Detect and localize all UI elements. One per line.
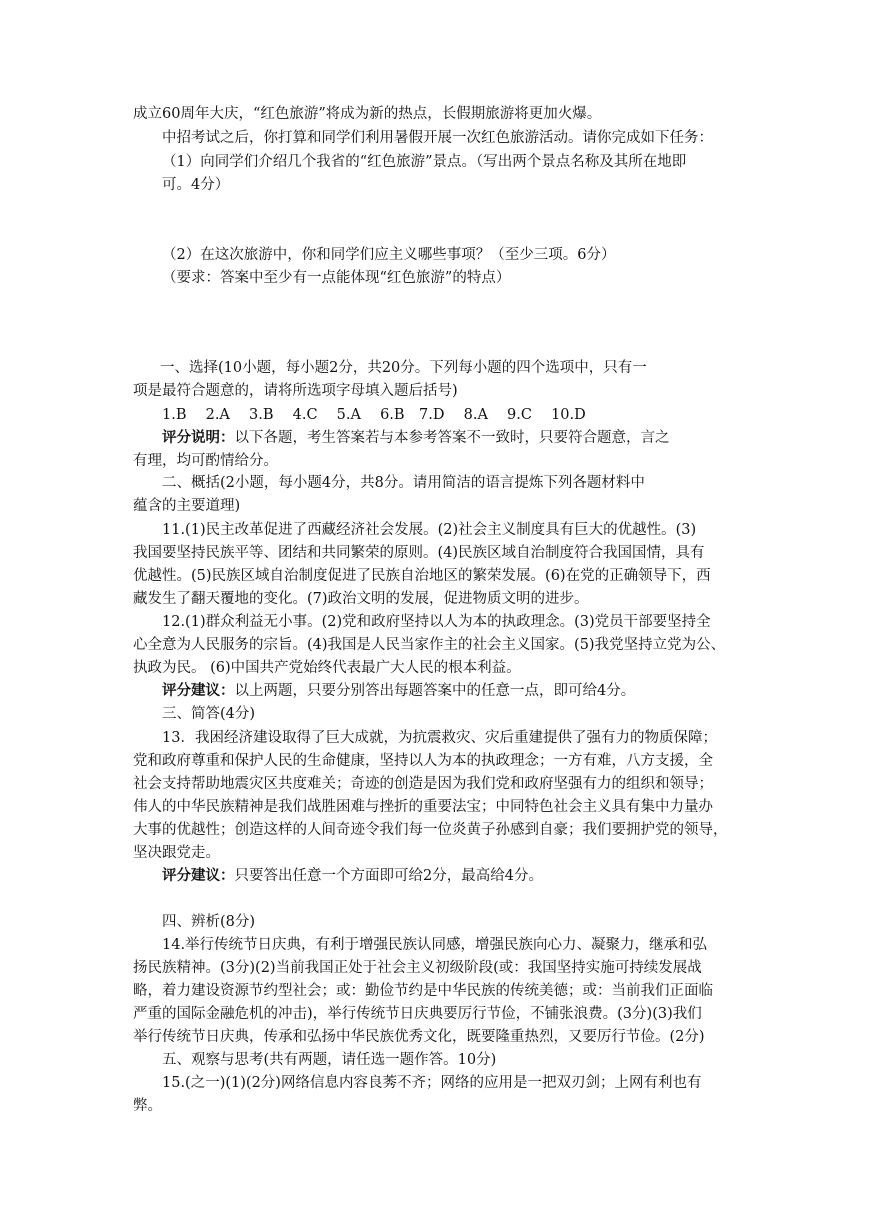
answer-14-line: 举行传统节日庆典，传承和弘扬中华民族优秀文化，既要隆重热烈，又要厉行节俭。(2分) — [133, 1029, 705, 1045]
scoring-note-line: 有理，均可酌情给分。 — [133, 453, 278, 469]
scoring-suggestion-line — [162, 684, 635, 699]
answer-13-line: 伟人的中华民族精神是我们战胜困难与挫折的重要法宝；中同特色社会主义具有集中力量办 — [133, 799, 713, 815]
answer-14-line: 略，着力建设资源节约型社会；或：勤俭节约是中华民族的传统美德；或：当前我们正面临 — [133, 983, 713, 999]
answer-11-line: 优越性。(5)民族区域自治制度促进了民族自治地区的繁荣发展。(6)在党的正确领导下，西 — [133, 568, 711, 584]
answer-15-line: 15.(之一)(1)(2分)网络信息内容良莠不齐；网络的应用是一把双刃剑；上网有利也有 — [162, 1075, 702, 1091]
task-2-line: （2）在这次旅游中，你和同学们应主义哪些事项？（至少三项。6分） — [162, 247, 616, 263]
answer-14-line: 14.举行传统节日庆典，有利于增强民族认同感，增强民族向心力、凝聚力，继承和弘 — [162, 937, 708, 953]
scoring-suggestion-text: 只要答出任意一个方面即可给2分，最高给4分。 — [234, 868, 543, 884]
section-summary-heading: 二、概括(2小题，每小题4分，共8分。请用简洁的语言提炼下列各题材料中 — [162, 475, 645, 491]
answer-12-line: 心全意为人民服务的宗旨。(4)我国是人民当家作主的社会主义国家。(5)我党坚持立党为公、 — [133, 637, 726, 653]
answer-13-line: 社会支持帮助地震灾区共度难关；奇迹的创造是因为我们党和政府坚强有力的组织和领导； — [133, 776, 713, 792]
scoring-note-label: 评分说明： — [162, 429, 235, 446]
scoring-note-line — [162, 431, 670, 446]
answer-12-line: 执政为民。 (6)中国共产党始终代表最广大人民的根本利益。 — [133, 660, 521, 676]
choice-answers-line: 1.B 2.A 3.B 4.C 5.A 6.B 7.D 8.A 9.C 10.D — [162, 407, 586, 423]
section-summary-heading: 蕴含的主要道理) — [133, 498, 241, 514]
answer-13-line: 13．我困经济建设取得了巨大成就，为抗震救灾、灾后重建提供了强有力的物质保障； — [162, 730, 717, 746]
task-1-line: （1）向同学们介绍几个我省的“红色旅游”景点。（写出两个景点名称及其所在地即 — [162, 154, 687, 170]
answer-12-line: 12.(1)群众利益无小事。(2)党和政府坚持以人为本的执政理念。(3)党员干部要坚持全 — [162, 614, 711, 630]
task-1-line: 可。4分） — [162, 177, 230, 193]
scoring-suggestion-text: 以上两题，只要分别答出每题答案中的任意一点，即可给4分。 — [234, 683, 636, 699]
section-choice-heading: 一、选择(10小题，每小题2分，共20分。下列每小题的四个选项中，只有一 — [160, 360, 647, 376]
answer-15-line: 弊。 — [133, 1098, 162, 1114]
answer-11-line: 11.(1)民主改革促进了西藏经济社会发展。(2)社会主义制度具有巨大的优越性。(3) — [162, 522, 697, 538]
section-observe-heading: 五、观察与思考(共有两题，请任选一题作答。10分) — [162, 1052, 497, 1068]
task-2-requirement-line: （要求：答案中至少有一点能体现“红色旅游”的特点） — [162, 270, 511, 286]
scoring-note-text: 以下各题，考生答案若与本参考答案不一致时，只要符合题意，言之 — [234, 430, 670, 446]
answer-13-line: 坚决跟党走。 — [133, 845, 220, 861]
answer-13-line: 党和政府尊重和保护人民的生命健康，坚持以人为本的执政理念；一方有难，八方支援，全 — [133, 753, 713, 769]
section-analysis-heading: 四、辨析(8分) — [162, 914, 256, 930]
section-short-answer-heading: 三、简答(4分) — [162, 706, 256, 722]
scoring-suggestion-label: 评分建议： — [162, 867, 235, 884]
text-line: 成立60周年大庆，“红色旅游”将成为新的热点，长假期旅游将更加火爆。 — [133, 106, 602, 122]
answer-11-line: 藏发生了翻天覆地的变化。(7)政治文明的发展，促进物质文明的进步。 — [133, 591, 589, 607]
scoring-suggestion-label: 评分建议： — [162, 682, 235, 699]
section-choice-heading: 项是最符合题意的，请将所选项字母填入题后括号) — [133, 383, 458, 399]
answer-11-line: 我国要坚持民族平等、团结和共同繁荣的原则。(4)民族区域自治制度符合我国国情，具有 — [133, 545, 705, 561]
answer-14-line: 扬民族精神。(3分)(2)当前我国正处于社会主义初级阶段(或：我国坚持实施可持续发展战 — [133, 960, 702, 976]
answer-14-line: 严重的国际金融危机的冲击)，举行传统节日庆典要厉行节俭，不铺张浪费。(3分)(3)我们 — [133, 1006, 702, 1022]
answer-13-line: 大事的优越性；创造这样的人间奇迹令我们每一位炎黄子孙感到自豪；我们要拥护党的领导， — [133, 822, 728, 838]
scoring-suggestion-line — [162, 869, 543, 884]
task-intro-line: 中招考试之后，你打算和同学们利用暑假开展一次红色旅游活动。请你完成如下任务： — [162, 130, 713, 146]
